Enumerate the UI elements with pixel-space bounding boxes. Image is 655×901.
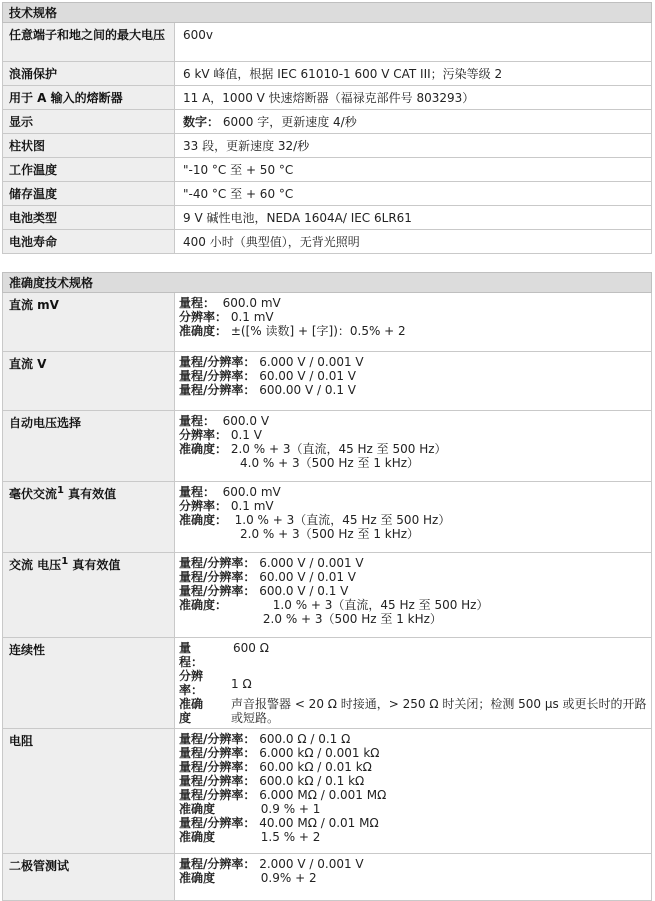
spec-value: 6.000 V / 0.001 V (255, 355, 364, 369)
row-spec (175, 411, 652, 482)
table-header (3, 3, 652, 23)
table-row (3, 482, 652, 553)
spec-line (179, 774, 647, 788)
value-prefix: 数字： (183, 115, 220, 129)
row-label: 电池类型 (3, 206, 175, 230)
spec-value: 600.0 kΩ / 0.1 kΩ (255, 774, 365, 788)
table-row (3, 206, 652, 230)
spec-value: 1.0 % + 3（直流，45 Hz 至 500 Hz） (227, 513, 451, 527)
row-label (3, 638, 175, 729)
row-spec (175, 729, 652, 854)
table-row (3, 293, 652, 352)
spec-line (179, 456, 647, 470)
spec-value: 600.0 Ω / 0.1 Ω (255, 732, 351, 746)
spec-value: 1.5 % + 2 (215, 830, 321, 844)
spec-value: ±([% 读数] + [字])：0.5% + 2 (227, 324, 406, 338)
row-label-text: 毫伏交流 (9, 487, 58, 501)
row-label: 显示 (3, 110, 175, 134)
spec-line (179, 428, 647, 442)
row-label: 电池寿命 (3, 230, 175, 254)
spec-key: 量程： (179, 296, 216, 310)
row-spec (175, 352, 652, 411)
spec-line (179, 355, 647, 369)
accuracy-spec-table (2, 272, 652, 901)
spec-line (179, 816, 647, 830)
row-label (3, 411, 175, 482)
spec-value: 2.0 % + 3（500 Hz 至 1 kHz） (179, 612, 442, 626)
spec-line (179, 556, 647, 570)
accuracy-rows (3, 293, 652, 901)
row-label (3, 482, 175, 553)
row-spec (175, 854, 652, 901)
table-row (3, 158, 652, 182)
spec-line (179, 513, 647, 527)
row-label-text: 交流 电压 (9, 558, 62, 572)
spec-line (179, 310, 647, 324)
table-row (3, 134, 652, 158)
spec-key: 准确度： (179, 513, 228, 527)
spec-key: 量程/分辨率： (179, 383, 256, 397)
row-spec (175, 293, 652, 352)
spec-line (179, 788, 647, 802)
spec-line (179, 570, 647, 584)
spec-key: 分辨率： (179, 428, 228, 442)
row-value: 400 小时（典型值），无背光照明 (175, 230, 652, 254)
row-value: "-10 °C 至 + 50 °C (175, 158, 652, 182)
spec-line (179, 612, 647, 626)
spec-line (179, 442, 647, 456)
spec-key: 量程/分辨率： (179, 816, 256, 830)
section-title: 准确度技术规格 (3, 273, 652, 293)
spec-value: 1 Ω (231, 677, 252, 691)
row-label: 用于 A 输入的熔断器 (3, 86, 175, 110)
spec-key: 准确度： (179, 442, 228, 456)
row-spec (175, 553, 652, 638)
spec-line (179, 871, 647, 885)
table-row (3, 230, 652, 254)
spec-value: 0.9 % + 1 (215, 802, 321, 816)
spec-value: 6.000 V / 0.001 V (255, 556, 364, 570)
spec-value: 600.0 mV (215, 485, 281, 499)
spec-value: 4.0 % + 3（500 Hz 至 1 kHz） (179, 456, 420, 470)
spec-line (179, 485, 647, 499)
spec-key: 量程： (179, 414, 216, 428)
spec-line (179, 414, 647, 428)
spec-value: 60.00 V / 0.01 V (255, 570, 356, 584)
spec-value: 60.00 V / 0.01 V (255, 369, 356, 383)
row-label: 任意端子和地之间的最大电压 (3, 23, 175, 62)
spec-key: 分辨率： (179, 310, 228, 324)
row-label-text: 自动电压选择 (9, 416, 82, 430)
spec-key: 量程/分辨率： (179, 760, 256, 774)
row-value (175, 110, 652, 134)
tech-spec-table (2, 2, 652, 254)
spec-value: 0.9% + 2 (215, 871, 317, 885)
spec-value: 1.0 % + 3（直流，45 Hz 至 500 Hz） (227, 598, 489, 612)
continuity-spec (179, 641, 647, 725)
row-label (3, 352, 175, 411)
spec-value: 600.0 mV (215, 296, 281, 310)
value-text: 6000 字，更新速度 4/秒 (222, 115, 357, 129)
spec-key: 量程/分辨率： (179, 857, 256, 871)
spec-key: 量程/分辨率： (179, 570, 256, 584)
row-label: 柱状图 (3, 134, 175, 158)
spec-value: 600.00 V / 0.1 V (255, 383, 356, 397)
spec-key: 量程/分辨率： (179, 556, 256, 570)
spec-line (179, 598, 647, 612)
spec-line (179, 732, 647, 746)
spec-key: 准确度 (179, 830, 216, 844)
spec-line (179, 760, 647, 774)
table-row (3, 110, 652, 134)
spec-value: 2.000 V / 0.001 V (255, 857, 364, 871)
spec-line (179, 746, 647, 760)
spec-value: 600.0 V / 0.1 V (255, 584, 349, 598)
spec-value: 600 Ω (233, 641, 269, 655)
table-row (3, 854, 652, 901)
spec-key: 量程/分辨率： (179, 774, 256, 788)
row-value: "-40 °C 至 + 60 °C (175, 182, 652, 206)
spec-key: 准确度 (179, 697, 204, 725)
spec-key: 量程/分辨率： (179, 732, 256, 746)
table-row (3, 352, 652, 411)
spec-key: 准确度： (179, 324, 228, 338)
table-header (3, 273, 652, 293)
spec-value: 声音报警器 < 20 Ω 时接通，> 250 Ω 时关闭；检测 500 μs 或更长时的开路或短路。 (231, 697, 647, 725)
spec-key: 量程： (179, 485, 216, 499)
row-label-text: 电阻 (9, 734, 34, 748)
row-label: 浪涌保护 (3, 62, 175, 86)
row-label-text: 直流 V (9, 357, 47, 371)
spec-key: 准确度： (179, 598, 228, 612)
spec-value: 600.0 V (215, 414, 270, 428)
table-row (3, 86, 652, 110)
spec-key: 准确度 (179, 802, 216, 816)
spec-line (179, 527, 647, 541)
spec-key: 量程/分辨率： (179, 369, 256, 383)
row-value: 600v (175, 23, 652, 62)
row-label-text: 连续性 (9, 643, 46, 657)
section-title: 技术规格 (3, 3, 652, 23)
spec-key: 量程/分辨率： (179, 584, 256, 598)
row-value: 33 段，更新速度 32/秒 (175, 134, 652, 158)
table-row (3, 553, 652, 638)
table-row (3, 729, 652, 854)
spec-key: 分辨率： (179, 669, 204, 697)
spec-key: 准确度 (179, 871, 216, 885)
spec-line (179, 857, 647, 871)
spec-value: 2.0 % + 3（500 Hz 至 1 kHz） (179, 527, 420, 541)
row-label (3, 854, 175, 901)
spec-key: 量程/分辨率： (179, 788, 256, 802)
row-value: 11 A，1000 V 快速熔断器（福禄克部件号 803293） (175, 86, 652, 110)
spec-value: 6.000 MΩ / 0.001 MΩ (255, 788, 387, 802)
spec-value: 0.1 mV (227, 499, 274, 513)
spec-key: 量程/分辨率： (179, 355, 256, 369)
spec-line (179, 830, 647, 844)
spec-value: 2.0 % + 3（直流，45 Hz 至 500 Hz） (227, 442, 447, 456)
row-label-text: 二极管测试 (9, 859, 70, 873)
spec-value: 0.1 mV (227, 310, 274, 324)
spec-line (179, 324, 647, 338)
table-row (3, 411, 652, 482)
row-label (3, 729, 175, 854)
row-label: 储存温度 (3, 182, 175, 206)
row-label: 工作温度 (3, 158, 175, 182)
spec-line (179, 296, 647, 310)
spec-key: 量程/分辨率： (179, 746, 256, 760)
row-spec (175, 482, 652, 553)
row-label-text: 直流 mV (9, 298, 59, 312)
spec-value: 0.1 V (227, 428, 262, 442)
row-label (3, 553, 175, 638)
row-label-tail: 真有效值 (68, 558, 121, 572)
spec-line (179, 369, 647, 383)
spec-value: 60.00 kΩ / 0.01 kΩ (255, 760, 372, 774)
row-value: 9 V 碱性电池，NEDA 1604A/ IEC 6LR61 (175, 206, 652, 230)
spec-value: 40.00 MΩ / 0.01 MΩ (255, 816, 379, 830)
table-row (3, 182, 652, 206)
footnote-marker: 1 (57, 485, 64, 496)
spec-key: 量程： (179, 641, 204, 669)
spec-line (179, 383, 647, 397)
spec-value: 6.000 kΩ / 0.001 kΩ (255, 746, 380, 760)
table-row (3, 23, 652, 62)
spec-line (179, 584, 647, 598)
row-value: 6 kV 峰值，根据 IEC 61010-1 600 V CAT III；污染等级 2 (175, 62, 652, 86)
table-row (3, 638, 652, 729)
spec-key: 分辨率： (179, 499, 228, 513)
spec-line (179, 802, 647, 816)
row-label (3, 293, 175, 352)
footnote-marker: 1 (61, 556, 69, 567)
spec-line (179, 499, 647, 513)
row-label-tail: 真有效值 (63, 487, 117, 501)
row-spec (175, 638, 652, 729)
table-row (3, 62, 652, 86)
